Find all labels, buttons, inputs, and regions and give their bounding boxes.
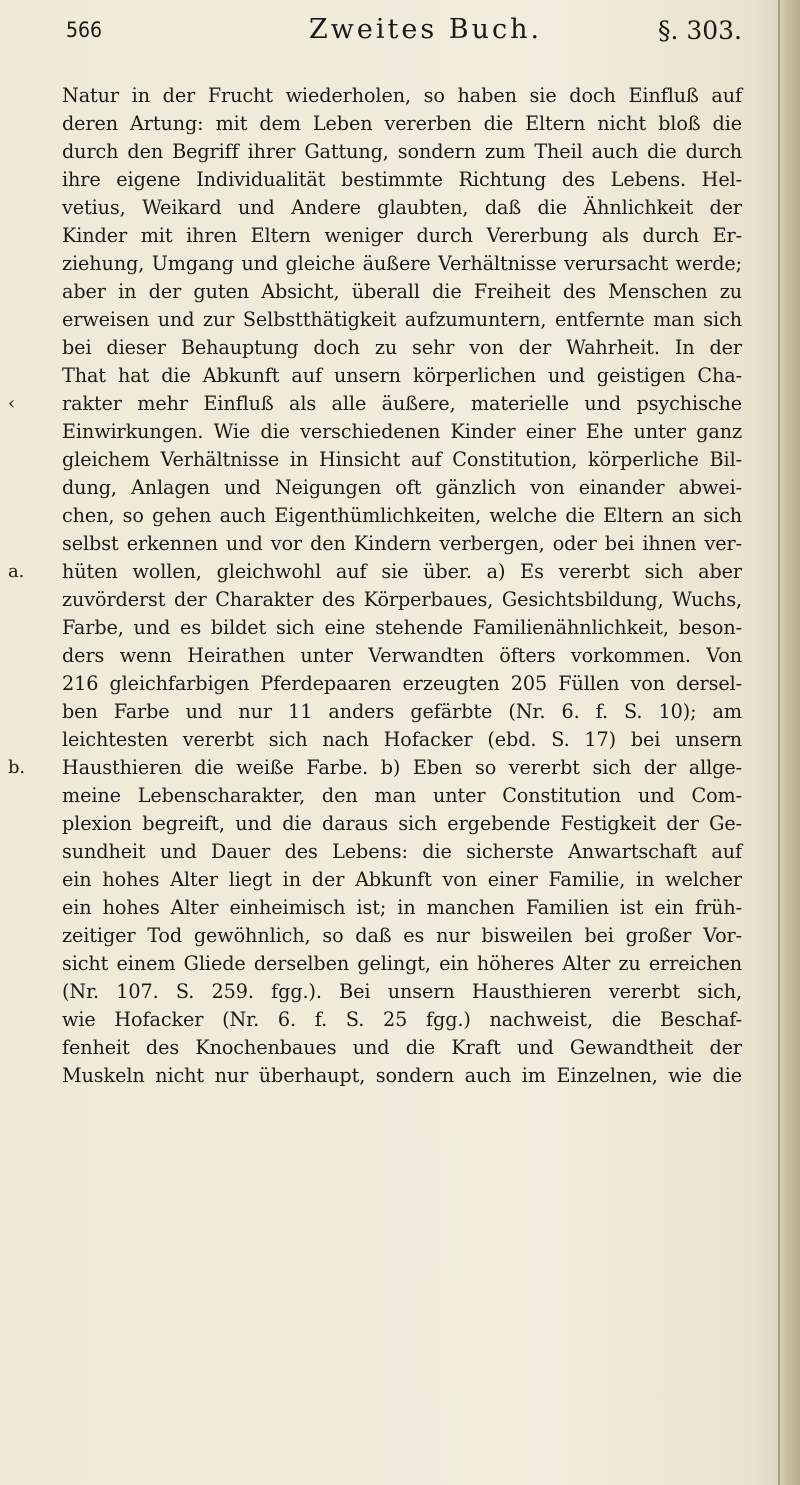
page-edge-line: [778, 0, 780, 1485]
line-text: durch den Begriff ihrer Gattung, sondern zum Theil auch die durch: [62, 140, 742, 163]
text-line: [62, 1034, 742, 1062]
text-line: [62, 670, 742, 698]
line-text: zuvörderst der Charakter des Körperbaues, Gesichtsbildung, Wuchs,: [62, 588, 742, 611]
line-text: rakter mehr Einfluß als alle äußere, materielle und psychische: [62, 392, 742, 415]
text-line: [62, 334, 742, 362]
text-line: [62, 614, 742, 642]
text-line: [62, 362, 742, 390]
line-text: 216 gleichfarbigen Pferdepaaren erzeugten 205 Füllen von dersel-: [62, 672, 742, 695]
line-text: aber in der guten Absicht, überall die Freiheit des Menschen zu: [62, 280, 742, 303]
text-line: [62, 866, 742, 894]
line-text: chen, so gehen auch Eigenthümlichkeiten, welche die Eltern an sich: [62, 504, 742, 527]
text-line: [62, 642, 742, 670]
text-line: [62, 978, 742, 1006]
text-line: [62, 474, 742, 502]
text-line: [62, 446, 742, 474]
body-text: [8, 82, 742, 1090]
text-line: [62, 810, 742, 838]
line-text: ben Farbe und nur 11 anders gefärbte (Nr. 6. f. S. 10); am: [62, 700, 742, 723]
text-line: [62, 922, 742, 950]
text-line: [62, 278, 742, 306]
margin-marker: ‹: [8, 393, 16, 414]
line-text: meine Lebenscharakter, den man unter Constitution und Com-: [62, 784, 742, 807]
line-text: zeitiger Tod gewöhnlich, so daß es nur bisweilen bei großer Vor-: [62, 924, 742, 947]
page-edge: [778, 0, 800, 1485]
text-line: [8, 558, 742, 586]
text-line: [62, 530, 742, 558]
text-line: [62, 250, 742, 278]
line-text: ders wenn Heirathen unter Verwandten öfters vorkommen. Von: [62, 644, 742, 667]
line-text: fenheit des Knochenbaues und die Kraft und Gewandtheit der: [62, 1036, 742, 1059]
line-text: sundheit und Dauer des Lebens: die sicherste Anwartschaft auf: [62, 840, 742, 863]
line-text: erweisen und zur Selbstthätigkeit aufzumuntern, entfernte man sich: [62, 308, 742, 331]
running-title: Zweites Buch.: [309, 14, 543, 45]
text-line: [62, 950, 742, 978]
line-text: Natur in der Frucht wiederholen, so haben sie doch Einfluß auf: [62, 84, 742, 107]
text-line: [62, 110, 742, 138]
text-line: [62, 418, 742, 446]
text-line: [62, 222, 742, 250]
line-text: Kinder mit ihren Eltern weniger durch Vererbung als durch Er-: [62, 224, 742, 247]
page-header: [66, 14, 742, 64]
text-line: [8, 390, 742, 418]
line-text: Einwirkungen. Wie die verschiedenen Kinder einer Ehe unter ganz: [62, 420, 742, 443]
line-text: That hat die Abkunft auf unsern körperlichen und geistigen Cha-: [62, 364, 742, 387]
line-text: bei dieser Behauptung doch zu sehr von der Wahrheit. In der: [62, 336, 742, 359]
text-line: [62, 82, 742, 110]
text-line: [62, 1062, 742, 1090]
line-text: Hausthieren die weiße Farbe. b) Eben so vererbt sich der allge-: [62, 756, 742, 779]
text-line: [62, 502, 742, 530]
line-text: dung, Anlagen und Neigungen oft gänzlich von einander abwei-: [62, 476, 742, 499]
line-text: (Nr. 107. S. 259. fgg.). Bei unsern Hausthieren vererbt sich,: [62, 980, 742, 1003]
page-number: 566: [66, 18, 103, 42]
line-text: ihre eigene Individualität bestimmte Richtung des Lebens. Hel-: [62, 168, 742, 191]
section-number: §. 303.: [657, 16, 742, 45]
text-line: [8, 754, 742, 782]
text-line: [62, 726, 742, 754]
text-line: [62, 194, 742, 222]
line-text: ein hohes Alter liegt in der Abkunft von einer Familie, in welcher: [62, 868, 742, 891]
text-line: [62, 838, 742, 866]
line-text: wie Hofacker (Nr. 6. f. S. 25 fgg.) nachweist, die Beschaf-: [62, 1008, 742, 1031]
text-line: [62, 306, 742, 334]
line-text: gleichem Verhältnisse in Hinsicht auf Constitution, körperliche Bil-: [62, 448, 742, 471]
line-text: Muskeln nicht nur überhaupt, sondern auch im Einzelnen, wie die: [62, 1064, 742, 1087]
text-line: [62, 698, 742, 726]
line-text: Farbe, und es bildet sich eine stehende Familienähnlichkeit, beson-: [62, 616, 742, 639]
margin-marker: b.: [8, 757, 26, 778]
text-line: [62, 894, 742, 922]
line-text: hüten wollen, gleichwohl auf sie über. a) Es vererbt sich aber: [62, 560, 742, 583]
line-text: vetius, Weikard und Andere glaubten, daß die Ähnlichkeit der: [62, 196, 742, 219]
text-line: [62, 782, 742, 810]
line-text: plexion begreift, und die daraus sich ergebende Festigkeit der Ge-: [62, 812, 742, 835]
margin-marker: a.: [8, 561, 25, 582]
line-text: sicht einem Gliede derselben gelingt, ein höheres Alter zu erreichen: [62, 952, 742, 975]
line-text: leichtesten vererbt sich nach Hofacker (ebd. S. 17) bei unsern: [62, 728, 742, 751]
text-line: [62, 138, 742, 166]
text-line: [62, 166, 742, 194]
line-text: deren Artung: mit dem Leben vererben die Eltern nicht bloß die: [62, 112, 742, 135]
line-text: ziehung, Umgang und gleiche äußere Verhältnisse verursacht werde;: [62, 252, 742, 275]
line-text: selbst erkennen und vor den Kindern verbergen, oder bei ihnen ver-: [62, 532, 742, 555]
text-line: [62, 1006, 742, 1034]
line-text: ein hohes Alter einheimisch ist; in manchen Familien ist ein früh-: [62, 896, 742, 919]
text-line: [62, 586, 742, 614]
